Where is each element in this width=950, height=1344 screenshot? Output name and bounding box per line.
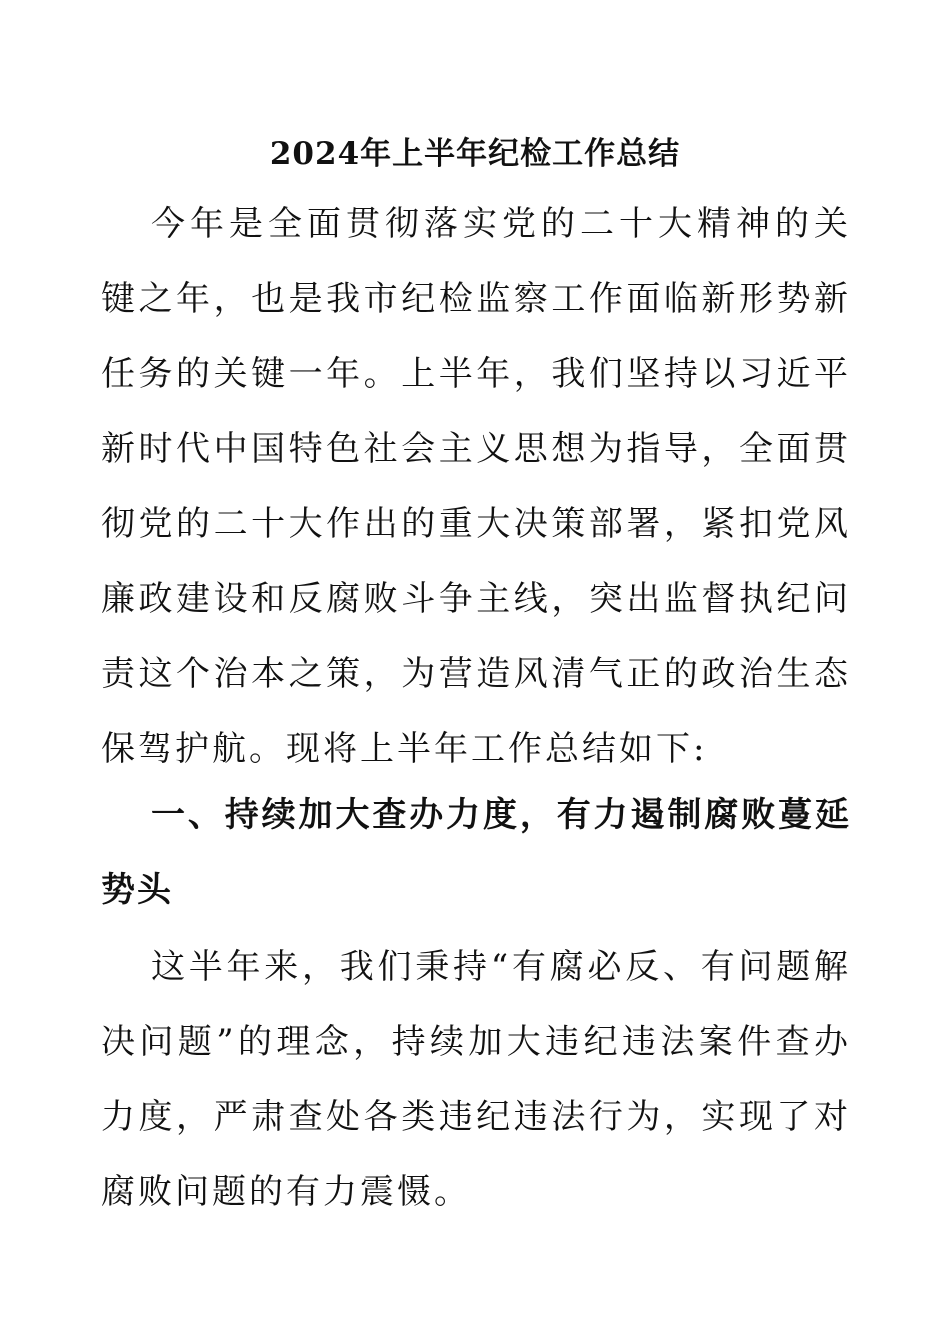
section-heading-block (101, 778, 851, 928)
intro-paragraph: 今年是全面贯彻落实党的二十大精神的关键之年，也是我市纪检监察工作面临新形势新任务的关键一年。上半年，我们坚持以习近平新时代中国特色社会主义思想为指导，全面贯彻党的二十大作出的重大决策部署，紧扣党风廉政建设和反腐败斗争主线，突出监督执纪问责这个治本之策，为营造风清气正的政治生态保驾护航。现将上半年工作总结如下: (101, 204, 851, 769)
section-1-paragraph: 这半年来，我们秉持“有腐必反、有问题解决问题”的理念，持续加大违纪违法案件查办力度，严肃查处各类违纪违法行为，实现了对腐败问题的有力震慑。 (101, 947, 851, 1212)
intro-block (101, 187, 851, 787)
section-1-body-block (101, 930, 851, 1230)
section-1-heading: 一、持续加大查办力度，有力遏制腐败蔓延势头 (101, 795, 851, 910)
document-title: 2024年上半年纪检工作总结 (269, 136, 681, 172)
